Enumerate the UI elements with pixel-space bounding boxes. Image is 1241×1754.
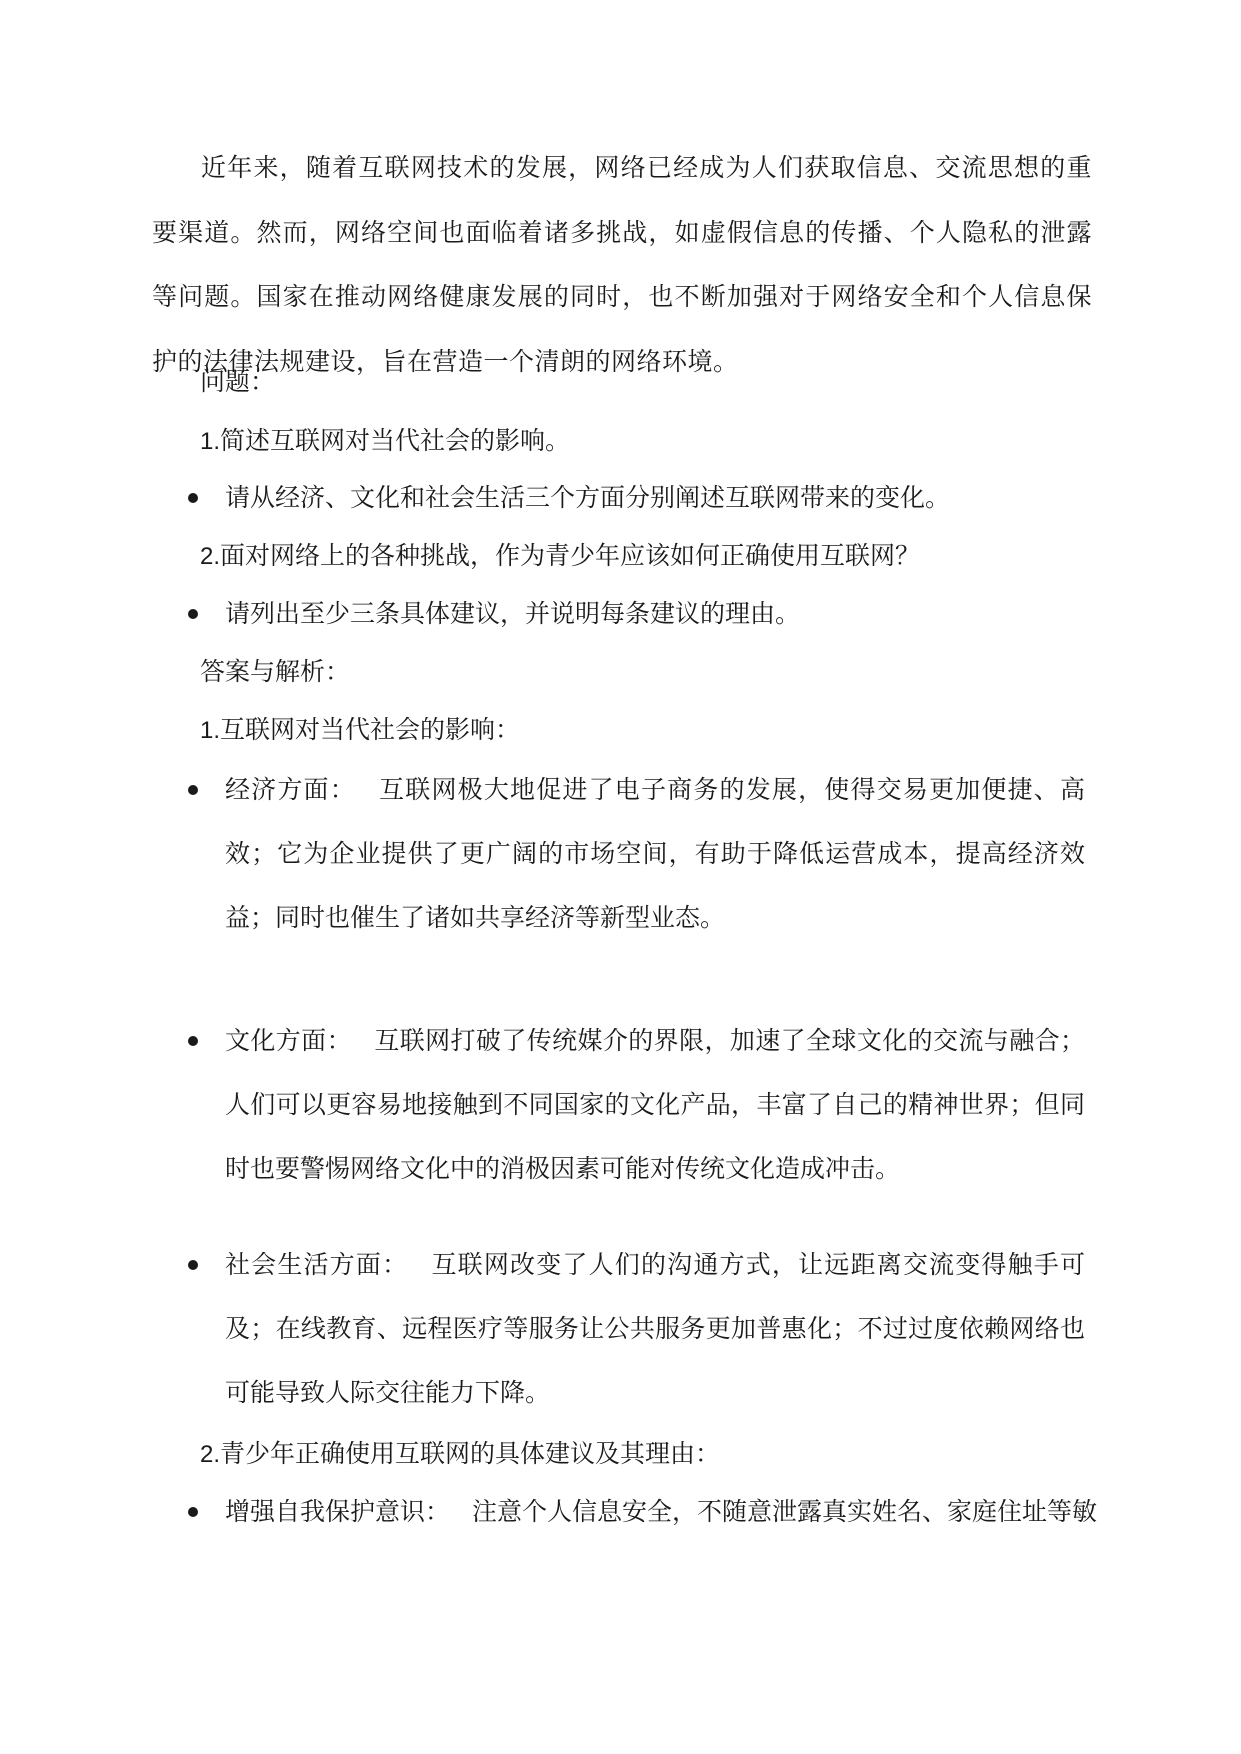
answer-1 <box>200 714 520 747</box>
answer-2 <box>200 1438 720 1471</box>
bullet-dot <box>188 785 198 795</box>
question-1-text: 简述互联网对当代社会的影响。 <box>220 426 571 455</box>
bullet-dot <box>188 1036 198 1046</box>
bullet-dot <box>188 1507 198 1517</box>
answer-2-text: 青少年正确使用互联网的具体建议及其理由： <box>220 1439 721 1468</box>
answer-1-item-culture <box>225 1009 1085 1201</box>
item-text: 互联网极大地促进了电子商务的发展，使得交易更加便捷、高效；它为企业提供了更广阔的市场空间，有助于降低运营成本，提高经济效益；同时也催生了诸如共享经济等新型业态。 <box>225 775 1085 932</box>
answer-2-number: 2. <box>200 1441 221 1468</box>
question-2-text: 面对网络上的各种挑战，作为青少年应该如何正确使用互联网？ <box>220 541 921 570</box>
question-1-bullet: 请从经济、文化和社会生活三个方面分别阐述互联网带来的变化。 <box>225 483 951 512</box>
bullet-dot <box>188 609 198 619</box>
item-text: 互联网改变了人们的沟通方式，让远距离交流变得触手可及；在线教育、远程医疗等服务让公共服务更加普惠化；不过过度依赖网络也可能导致人际交往能力下降。 <box>225 1250 1085 1407</box>
question-2 <box>200 540 920 573</box>
question-2-bullet: 请列出至少三条具体建议，并说明每条建议的理由。 <box>225 599 801 628</box>
item-label: 文化方面： <box>225 1026 352 1055</box>
answer-1-item-economy <box>225 758 1085 950</box>
answer-2-item-self-protection <box>225 1496 1097 1528</box>
answer-1-item-social-life <box>225 1233 1085 1425</box>
item-label: 社会生活方面： <box>225 1250 409 1279</box>
question-1 <box>200 425 570 458</box>
answers-heading: 答案与解析： <box>200 657 351 686</box>
question-2-number: 2. <box>200 543 221 570</box>
bullet-dot <box>188 493 198 503</box>
item-text: 注意个人信息安全，不随意泄露真实姓名、家庭住址等敏 <box>472 1497 1098 1526</box>
question-1-number: 1. <box>200 428 221 455</box>
answer-1-number: 1. <box>200 717 221 744</box>
item-label: 经济方面： <box>225 775 356 804</box>
questions-heading: 问题： <box>200 367 276 396</box>
item-label: 增强自我保护意识： <box>225 1497 451 1526</box>
bullet-dot <box>188 1260 198 1270</box>
answer-1-text: 互联网对当代社会的影响： <box>220 715 521 744</box>
intro-paragraph: 近年来，随着互联网技术的发展，网络已经成为人们获取信息、交流思想的重要渠道。然而，网络空间也面临着诸多挑战，如虚假信息的传播、个人隐私的泄露等问题。国家在推动网络健康发展的同时，也不断加强对于网络安全和个人信息保护的法律法规建设，旨在营造一个清朗的网络环境。 <box>152 153 1092 376</box>
item-text: 互联网打破了传统媒介的界限，加速了全球文化的交流与融合；人们可以更容易地接触到不同国家的文化产品，丰富了自己的精神世界；但同时也要警惕网络文化中的消极因素可能对传统文化造成冲击。 <box>225 1026 1085 1183</box>
